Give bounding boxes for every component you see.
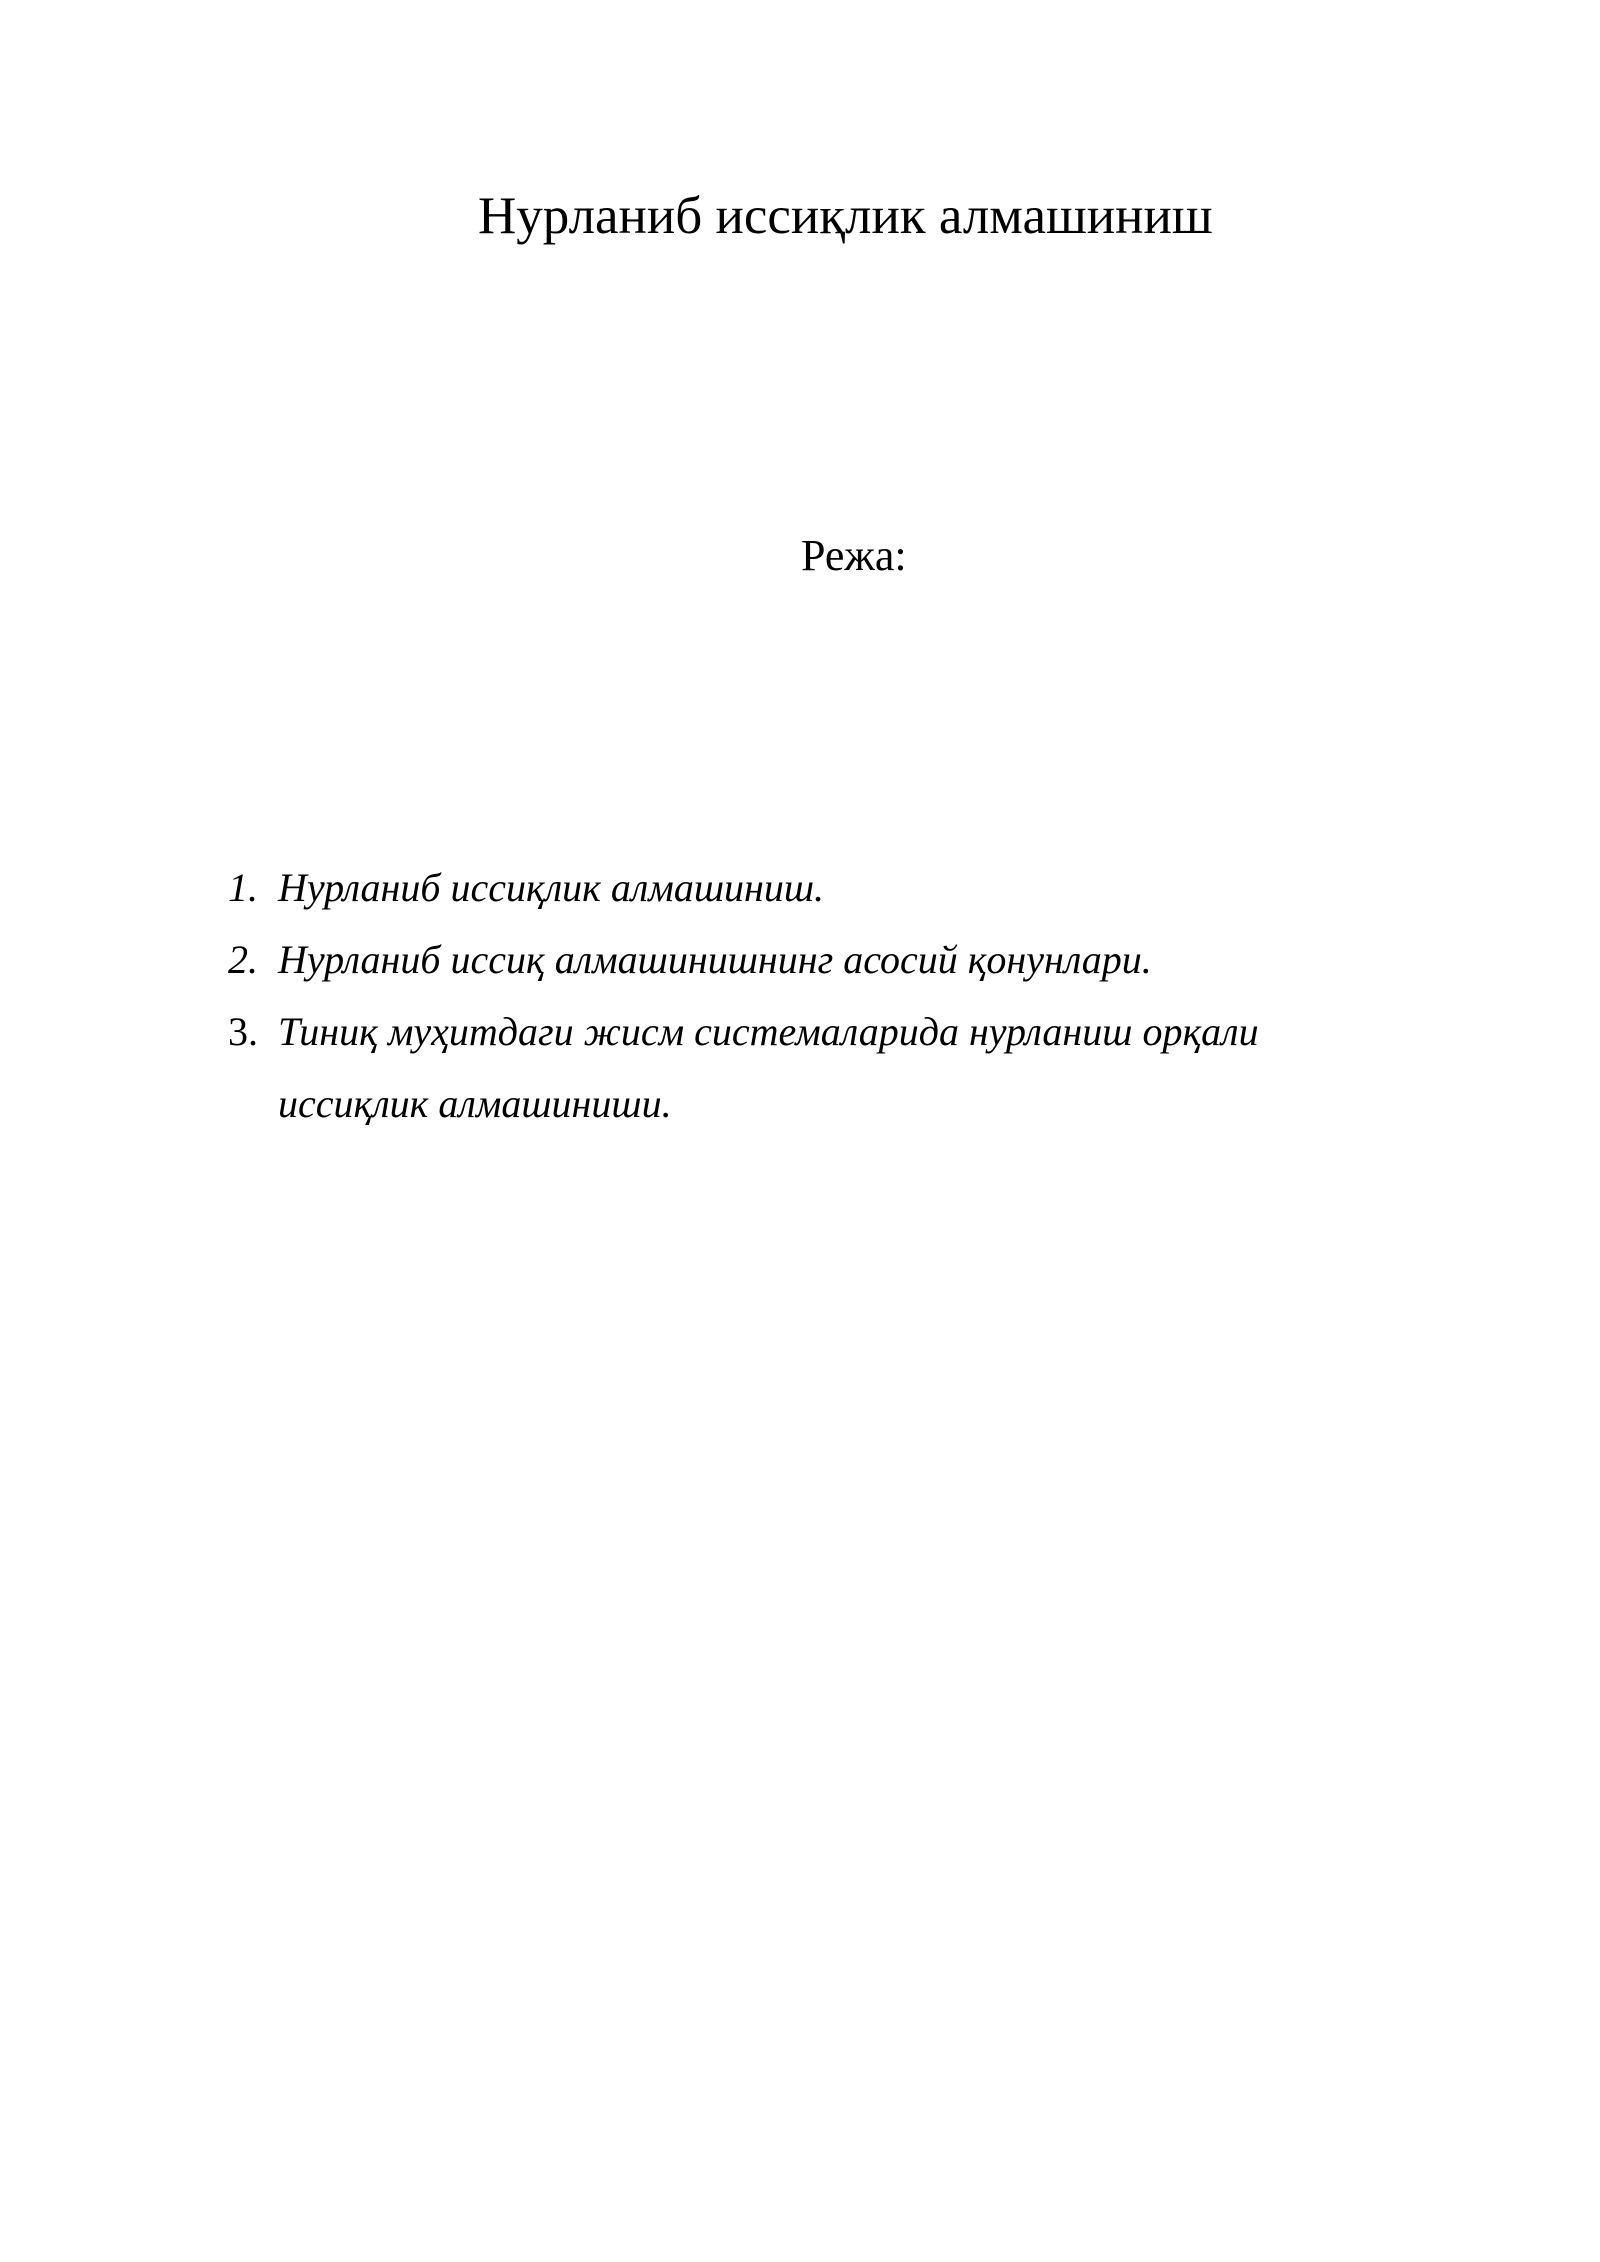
list-item bbox=[228, 852, 1388, 924]
list-item-number: 1. bbox=[228, 865, 258, 910]
list-item-text: Нурланиб иссиқ алмашинишнинг асосий қонунлари. bbox=[278, 937, 1152, 982]
list-item-text: Тиниқ муҳитдаги жисм системаларида нурланиш орқали иссиқлик алмашиниши. bbox=[278, 1009, 1259, 1126]
list-item bbox=[228, 996, 1388, 1140]
plan-list bbox=[228, 852, 1388, 1140]
list-item-number: 2. bbox=[228, 937, 258, 982]
list-item bbox=[228, 924, 1388, 996]
list-item-number: 3. bbox=[228, 1009, 258, 1054]
page-title: Нурланиб иссиқлик алмашиниш bbox=[478, 187, 1213, 245]
plan-heading: Режа: bbox=[801, 531, 907, 580]
list-item-text: Нурланиб иссиқлик алмашиниш. bbox=[278, 865, 825, 910]
